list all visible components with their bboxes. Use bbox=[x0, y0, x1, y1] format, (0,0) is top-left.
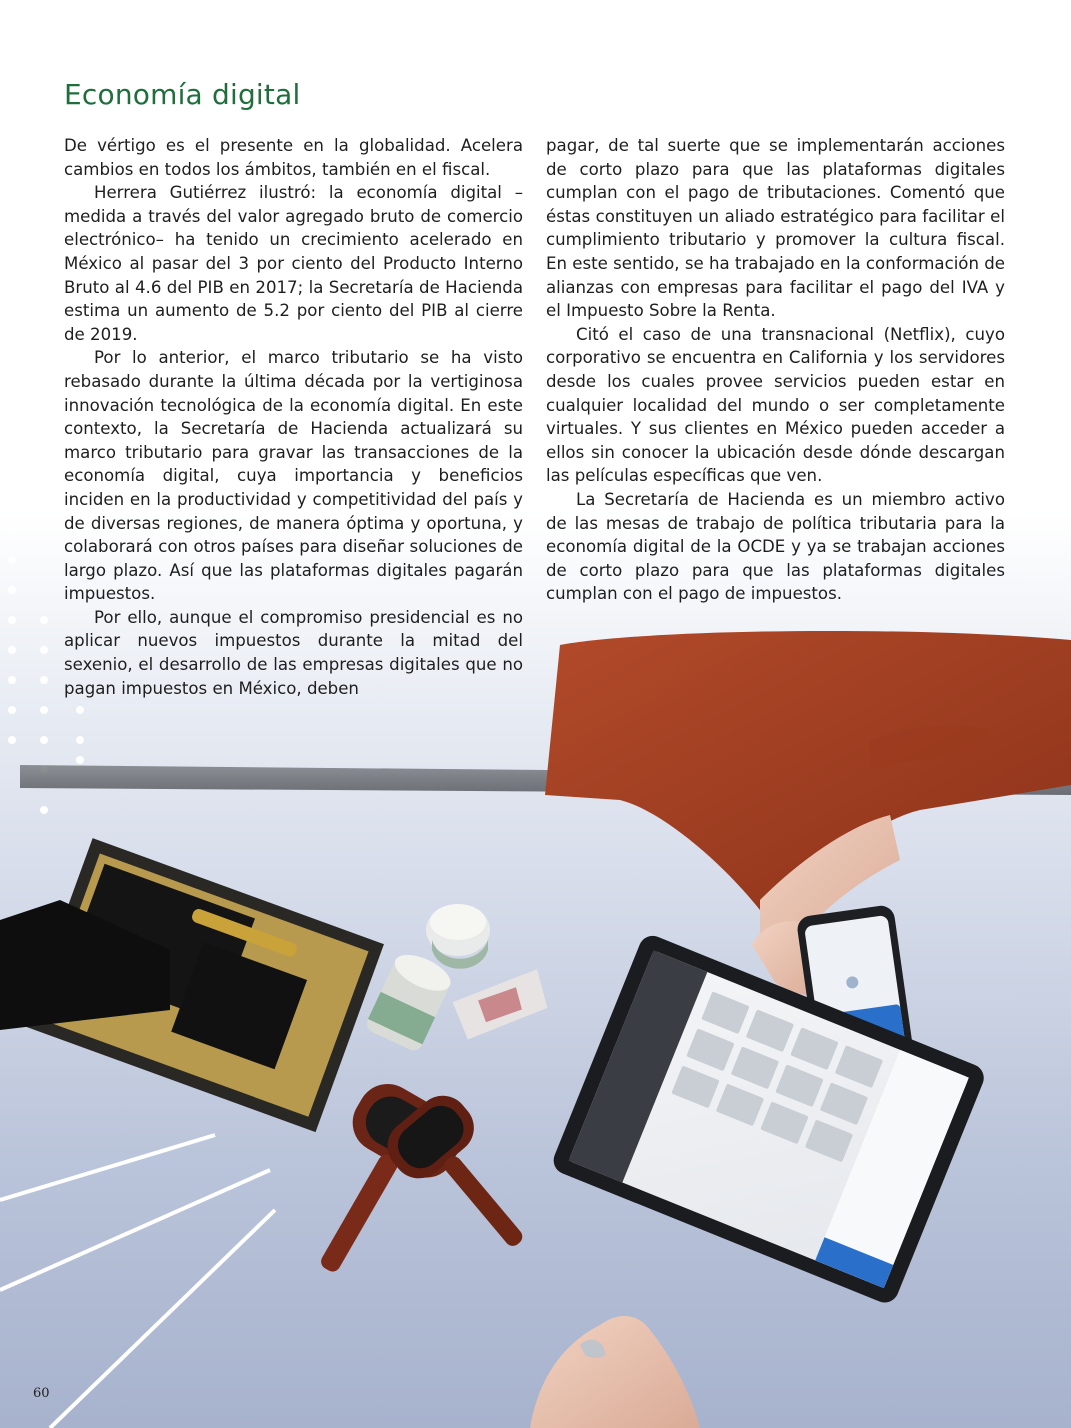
paragraph: Citó el caso de una transnacional (Netflix), cuyo corporativo se encuentra en California y los servidores desde los cuales provee servicios pueden estar en cualquier localidad del mundo o ser completamente virtuales. Y sus clientes en México pueden acceder a ellos sin conocer la ubicación desde dónde descargan las películas específicas que ven. bbox=[546, 324, 1005, 486]
page-number: 60 bbox=[33, 1386, 50, 1401]
hand bbox=[530, 1316, 700, 1428]
paragraph: La Secretaría de Hacienda es un miembro activo de las mesas de trabajo de política tributaria para la economía digital de la OCDE y ya se trabajan acciones de corto plazo para que las plataformas digitales cumplan con el pago de impuestos. bbox=[546, 489, 1005, 604]
decorative-stripes bbox=[0, 1135, 275, 1428]
section-title: Economía digital bbox=[64, 78, 301, 111]
cosmetic-jar bbox=[426, 904, 490, 969]
paragraph: Por ello, aunque el compromiso presidencial es no aplicar nuevos impuestos durante la mitad del sexenio, el desarrollo de las empresas digitales que no pagan impuestos en México, deben bbox=[64, 607, 523, 698]
paragraph: Herrera Gutiérrez ilustró: la economía digital –medida a través del valor agregado bruto de comercio electrónico– ha tenido un crecimiento acelerado en México al pasar del 3 por ciento del Producto Interno Bruto al 4.6 del PIB en 2017; la Secretaría de Hacienda estima un aumento de 5.2 por ciento del PIB al cierre de 2019. bbox=[64, 183, 523, 344]
paragraph: De vértigo es el presente en la globalidad. Acelera cambios en todos los ámbitos, también en el fiscal. bbox=[64, 136, 523, 179]
paragraph: Por lo anterior, el marco tributario se ha visto rebasado durante la última década por la vertiginosa innovación tecnológica de la economía digital. En este contexto, la Secretaría de Hacienda actualizará su marco tributario para gravar las transacciones de la economía digital, cuya importancia y beneficios inciden en la productividad y competitividad del país y de diversas regiones, de manera óptima y oportuna, y colaborará con otros países para diseñar soluciones de largo plazo. Así que las plataformas digitales pagarán impuestos. bbox=[64, 348, 523, 604]
desk-photo-illustration bbox=[0, 610, 1071, 1428]
cosmetic-tube bbox=[450, 969, 550, 1041]
right-column bbox=[546, 134, 1005, 606]
tablet bbox=[549, 932, 988, 1307]
paragraph: pagar, de tal suerte que se implementarán acciones de corto plazo para que las plataformas digitales cumplan con el pago de tributaciones. Comentó que éstas constituyen un aliado estratégico para facilitar el cumplimiento tributario y promover la cultura fiscal. En este sentido, se ha trabajado en la conformación de alianzas con empresas para facilitar el pago del IVA y el Impuesto Sobre la Renta. bbox=[546, 136, 1005, 321]
